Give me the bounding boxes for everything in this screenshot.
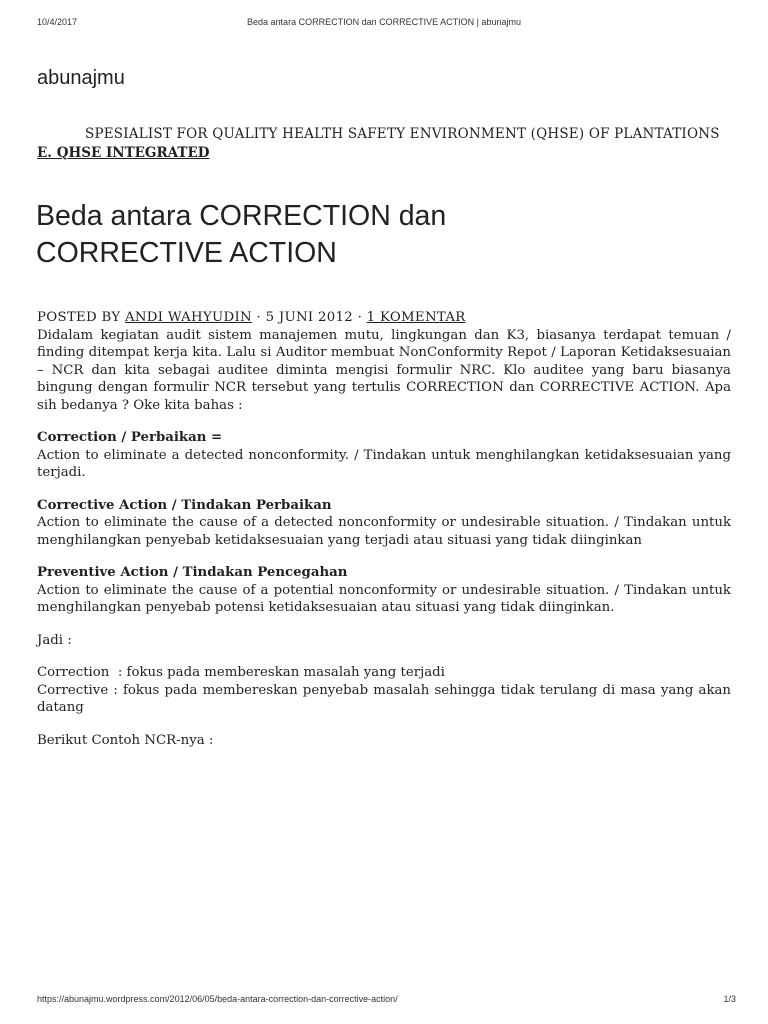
summary-line: Corrective : fokus pada membereskan penyebab masalah sehingga tidak terulang di masa yang akan datang	[37, 682, 731, 715]
post-content	[37, 309, 731, 749]
site-tagline: SPESIALIST FOR QUALITY HEALTH SAFETY ENVIRONMENT (QHSE) OF PLANTATIONS	[85, 126, 720, 142]
definition-text: Action to eliminate the cause of a detected nonconformity or undesirable situation. / Tindakan untuk menghilangkan penyebab ketidaksesuaian yang terjadi atau situasi yang tidak diinginkan	[37, 515, 731, 548]
post-date: 5 JUNI 2012	[265, 310, 354, 325]
summary-line: Correction : fokus pada membereskan masalah yang terjadi	[37, 665, 445, 680]
print-document-title: Beda antara CORRECTION dan CORRECTIVE ACTION | abunajmu	[247, 17, 521, 27]
definition-text: Action to eliminate the cause of a potential nonconformity or undesirable situation. / Tindakan untuk menghilangkan penyebab potensi ketidaksesuaian atau situasi yang tidak diinginkan.	[37, 582, 731, 615]
category-link[interactable]: E. QHSE INTEGRATED	[37, 145, 210, 161]
page-number: 1/3	[723, 994, 736, 1004]
meta-separator: ·	[251, 310, 266, 325]
posted-by-label: POSTED BY	[37, 310, 121, 325]
post-title: Beda antara CORRECTION dan CORRECTIVE ACTION	[36, 200, 447, 269]
definition-text: Action to eliminate a detected nonconformity. / Tindakan untuk menghilangkan ketidaksesuaian yang terjadi.	[37, 447, 731, 480]
definition-heading: Preventive Action / Tindakan Pencegahan	[37, 565, 348, 580]
definition-heading: Corrective Action / Tindakan Perbaikan	[37, 497, 332, 513]
meta-separator: ·	[353, 310, 367, 325]
jadi-label: Jadi :	[37, 632, 72, 648]
post-meta	[37, 309, 731, 327]
print-url: https://abunajmu.wordpress.com/2012/06/05/beda-antara-correction-dan-corrective-action/	[37, 994, 398, 1004]
intro-paragraph: Didalam kegiatan audit sistem manajemen mutu, lingkungan dan K3, biasanya terdapat temuan / finding ditempat kerja kita. Lalu si Auditor membuat NonConformity Repot / Laporan Ketidaksesuaian – NCR dan kita sebagai auditee diminta mengisi formulir NRC. Klo auditee yang baru biasanya bingung dengan formulir NCR tersebut yang tertulis CORRECTION dan CORRECTIVE ACTION. Apa sih bedanya ? Oke kita bahas :	[37, 327, 731, 413]
closing-line: Berikut Contoh NCR-nya :	[37, 732, 214, 748]
print-date: 10/4/2017	[37, 17, 78, 27]
definition-heading: Correction / Perbaikan =	[37, 430, 223, 445]
site-title[interactable]: abunajmu	[37, 67, 125, 89]
author-link[interactable]: ANDI WAHYUDIN	[124, 310, 252, 325]
comments-link[interactable]: 1 KOMENTAR	[366, 310, 466, 325]
